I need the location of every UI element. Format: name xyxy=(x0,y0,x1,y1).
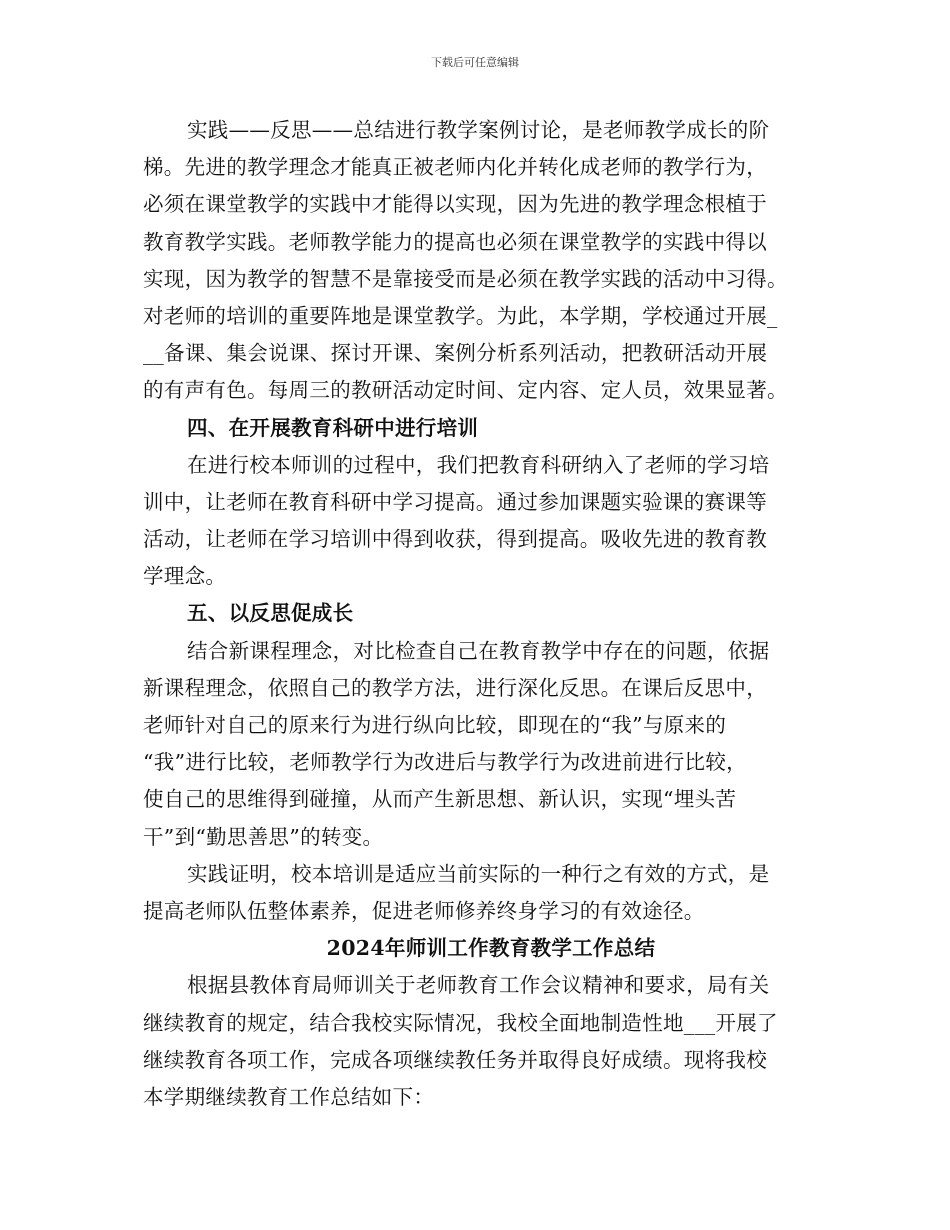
paragraph-line: 梯。先进的教学理念才能真正被老师内化并转化成老师的教学行为， xyxy=(143,155,767,180)
section-heading: 五、以反思促成长 xyxy=(187,601,354,626)
section-heading: 四、在开展教育科研中进行培训 xyxy=(187,415,479,440)
paragraph-line: 使自己的思维得到碰撞，从而产生新思想、新认识，实现“埋头苦 xyxy=(143,787,737,812)
paragraph-line: 训中，让老师在教育科研中学习提高。通过参加课题实验课的赛课等 xyxy=(143,489,767,514)
paragraph-line: 本学期继续教育工作总结如下： xyxy=(143,1084,435,1109)
paragraph-line: 提高老师队伍整体素养，促进老师修养终身学习的有效途径。 xyxy=(143,898,705,923)
paragraph-line: 必须在课堂教学的实践中才能得以实现，因为先进的教学理念根植于 xyxy=(143,192,767,217)
paragraph-line: 干”到“勤思善思”的转变。 xyxy=(143,824,384,849)
paragraph-line: 继续教育各项工作，完成各项继续教任务并取得良好成绩。现将我校 xyxy=(143,1047,767,1072)
paragraph-line: 继续教育的规定，结合我校实际情况，我校全面地制造性地___开展了 xyxy=(143,1010,778,1035)
paragraph-line: “我”进行比较，老师教学行为改进后与教学行为改进前进行比较， xyxy=(143,750,747,775)
paragraph-line: 根据县教体育局师训关于老师教育工作会议精神和要求，局有关 xyxy=(187,973,770,998)
paragraph-line: 教育教学实践。老师教学能力的提高也必须在课堂教学的实践中得以 xyxy=(143,229,767,254)
paragraph-line: 实践——反思——总结进行教学案例讨论，是老师教学成长的阶 xyxy=(187,118,770,142)
paragraph-line: 实践证明，校本培训是适应当前实际的一种行之有效的方式，是 xyxy=(187,861,770,886)
paragraph-line: 结合新课程理念，对比检查自己在教育教学中存在的问题，依据 xyxy=(187,638,770,663)
paragraph-line: __备课、集会说课、探讨开课、案例分析系列活动，把教研活动开展 xyxy=(143,341,768,366)
paragraph-line: 对老师的培训的重要阵地是课堂教学。为此，本学期，学校通过开展_ xyxy=(143,303,778,328)
paragraph-line: 老师针对自己的原来行为进行纵向比较，即现在的“我”与原来的 xyxy=(143,713,727,737)
document-title: 2024年师训工作教育教学工作总结 xyxy=(326,936,656,961)
paragraph-line: 的有声有色。每周三的教研活动定时间、定内容、定人员，效果显著。 xyxy=(143,378,788,403)
paragraph-line: 新课程理念，依照自己的教学方法，进行深化反思。在课后反思中， xyxy=(143,675,767,700)
page-header: 下载后可任意编辑 xyxy=(431,56,519,69)
paragraph-line: 活动，让老师在学习培训中得到收获，得到提高。吸收先进的教育教 xyxy=(143,527,767,552)
paragraph-line: 在进行校本师训的过程中，我们把教育科研纳入了老师的学习培 xyxy=(187,452,770,477)
paragraph-line: 学理念。 xyxy=(143,564,227,589)
paragraph-line: 实现，因为教学的智慧不是靠接受而是必须在教学实践的活动中习得。 xyxy=(143,266,788,291)
document-body xyxy=(143,112,815,1116)
